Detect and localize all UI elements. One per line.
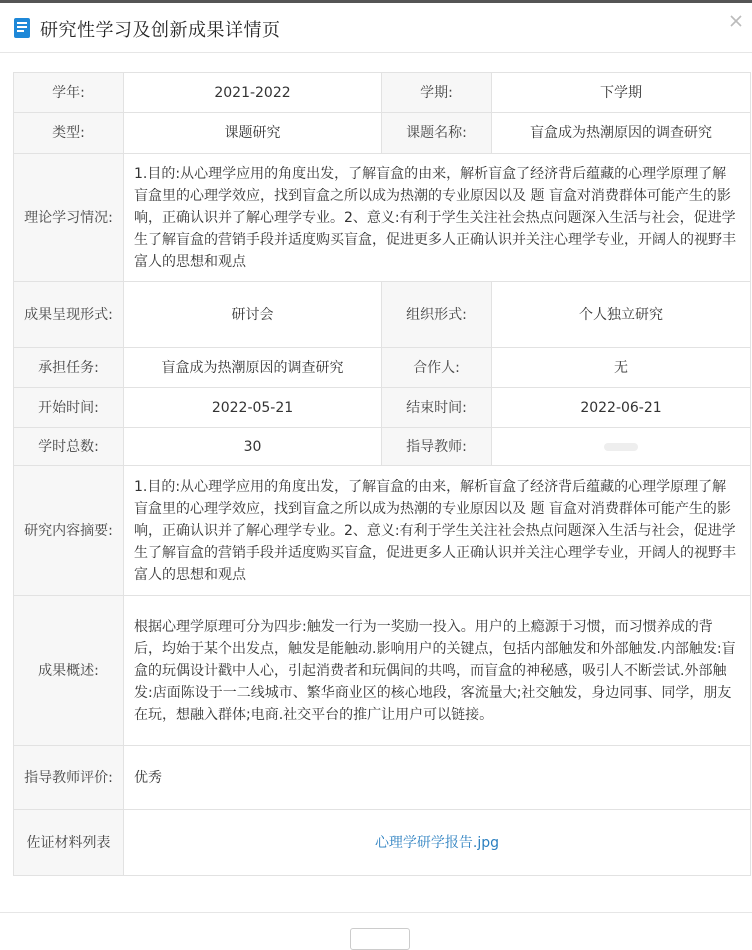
table-row	[14, 810, 751, 876]
abstract-label: 研究内容摘要:	[14, 466, 124, 596]
organization-form-label: 组织形式:	[382, 282, 492, 348]
school-year-value: 2021-2022	[124, 73, 382, 113]
table-row	[14, 282, 751, 348]
table-row	[14, 388, 751, 428]
achievement-detail-table	[13, 72, 751, 876]
dialog-title-bar	[0, 3, 752, 53]
table-row	[14, 348, 751, 388]
task-label: 承担任务:	[14, 348, 124, 388]
partner-value: 无	[492, 348, 751, 388]
type-label: 类型:	[14, 113, 124, 154]
semester-label: 学期:	[382, 73, 492, 113]
table-row	[14, 154, 751, 282]
evidence-file-link[interactable]: 心理学研学报告.jpg	[374, 834, 500, 851]
table-row	[14, 428, 751, 466]
total-hours-value: 30	[124, 428, 382, 466]
evidence-cell	[124, 810, 751, 876]
start-time-value: 2022-05-21	[124, 388, 382, 428]
footer-button[interactable]	[350, 928, 410, 950]
redacted-teacher-name	[604, 443, 638, 451]
total-hours-label: 学时总数:	[14, 428, 124, 466]
type-value: 课题研究	[124, 113, 382, 154]
start-time-label: 开始时间:	[14, 388, 124, 428]
partner-label: 合作人:	[382, 348, 492, 388]
summary-label: 成果概述:	[14, 596, 124, 746]
teacher-value	[492, 428, 751, 466]
topic-value: 盲盒成为热潮原因的调查研究	[492, 113, 751, 154]
document-icon	[13, 17, 31, 39]
theory-label: 理论学习情况:	[14, 154, 124, 282]
dialog-title: 研究性学习及创新成果详情页	[40, 20, 281, 41]
evaluation-label: 指导教师评价:	[14, 746, 124, 810]
topic-label: 课题名称:	[382, 113, 492, 154]
end-time-label: 结束时间:	[382, 388, 492, 428]
theory-text: 1.目的:从心理学应用的角度出发，了解盲盒的由来，解析盲盒了经济背后蕴藏的心理学原理了解盲盒里的心理学效应，找到盲盒之所以成为热潮的专业原因以及 题 盲盒对消费群体可能产生的影响，正确认识并了解心理学专业。2、意义:有利于学生关注社会热点问题深入生活与社会，促进学生了解盲盒的营销手段并适度购买盲盒，促进更多人正确认识并关注心理学专业，开阔人的视野丰富人的思想和观点	[124, 154, 751, 282]
table-row	[14, 113, 751, 154]
evaluation-text: 优秀	[124, 746, 751, 810]
school-year-label: 学年:	[14, 73, 124, 113]
task-value: 盲盒成为热潮原因的调查研究	[124, 348, 382, 388]
table-row	[14, 746, 751, 810]
table-row	[14, 466, 751, 596]
table-row	[14, 73, 751, 113]
end-time-value: 2022-06-21	[492, 388, 751, 428]
semester-value: 下学期	[492, 73, 751, 113]
abstract-text: 1.目的:从心理学应用的角度出发，了解盲盒的由来，解析盲盒了经济背后蕴藏的心理学原理了解盲盒里的心理学效应，找到盲盒之所以成为热潮的专业原因以及 题 盲盒对消费群体可能产生的影响，正确认识并了解心理学专业。2、意义:有利于学生关注社会热点问题深入生活与社会，促进学生了解盲盒的营销手段并适度购买盲盒，促进更多人正确认识并关注心理学专业，开阔人的视野丰富人的思想和观点	[124, 466, 751, 596]
result-form-value: 研讨会	[124, 282, 382, 348]
result-form-label: 成果呈现形式:	[14, 282, 124, 348]
footer-divider	[0, 912, 752, 913]
table-row	[14, 596, 751, 746]
organization-form-value: 个人独立研究	[492, 282, 751, 348]
close-icon[interactable]	[726, 11, 746, 31]
evidence-label: 佐证材料列表	[14, 810, 124, 876]
summary-text: 根据心理学原理可分为四步:触发一行为一奖励一投入。用户的上瘾源于习惯，而习惯养成的背后，均始于某个出发点，触发是能触动.影响用户的关键点，包括内部触发和外部触发.内部触发:盲盒的玩偶设计戳中人心，引起消费者和玩偶间的共鸣，而盲盒的神秘感，吸引人不断尝试.外部触发:店面陈设于一二线城市、繁华商业区的核心地段，客流量大;社交触发，身边同事、同学，朋友在玩，想融入群体;电商.社交平台的推广让用户可以链接。	[124, 596, 751, 746]
teacher-label: 指导教师:	[382, 428, 492, 466]
